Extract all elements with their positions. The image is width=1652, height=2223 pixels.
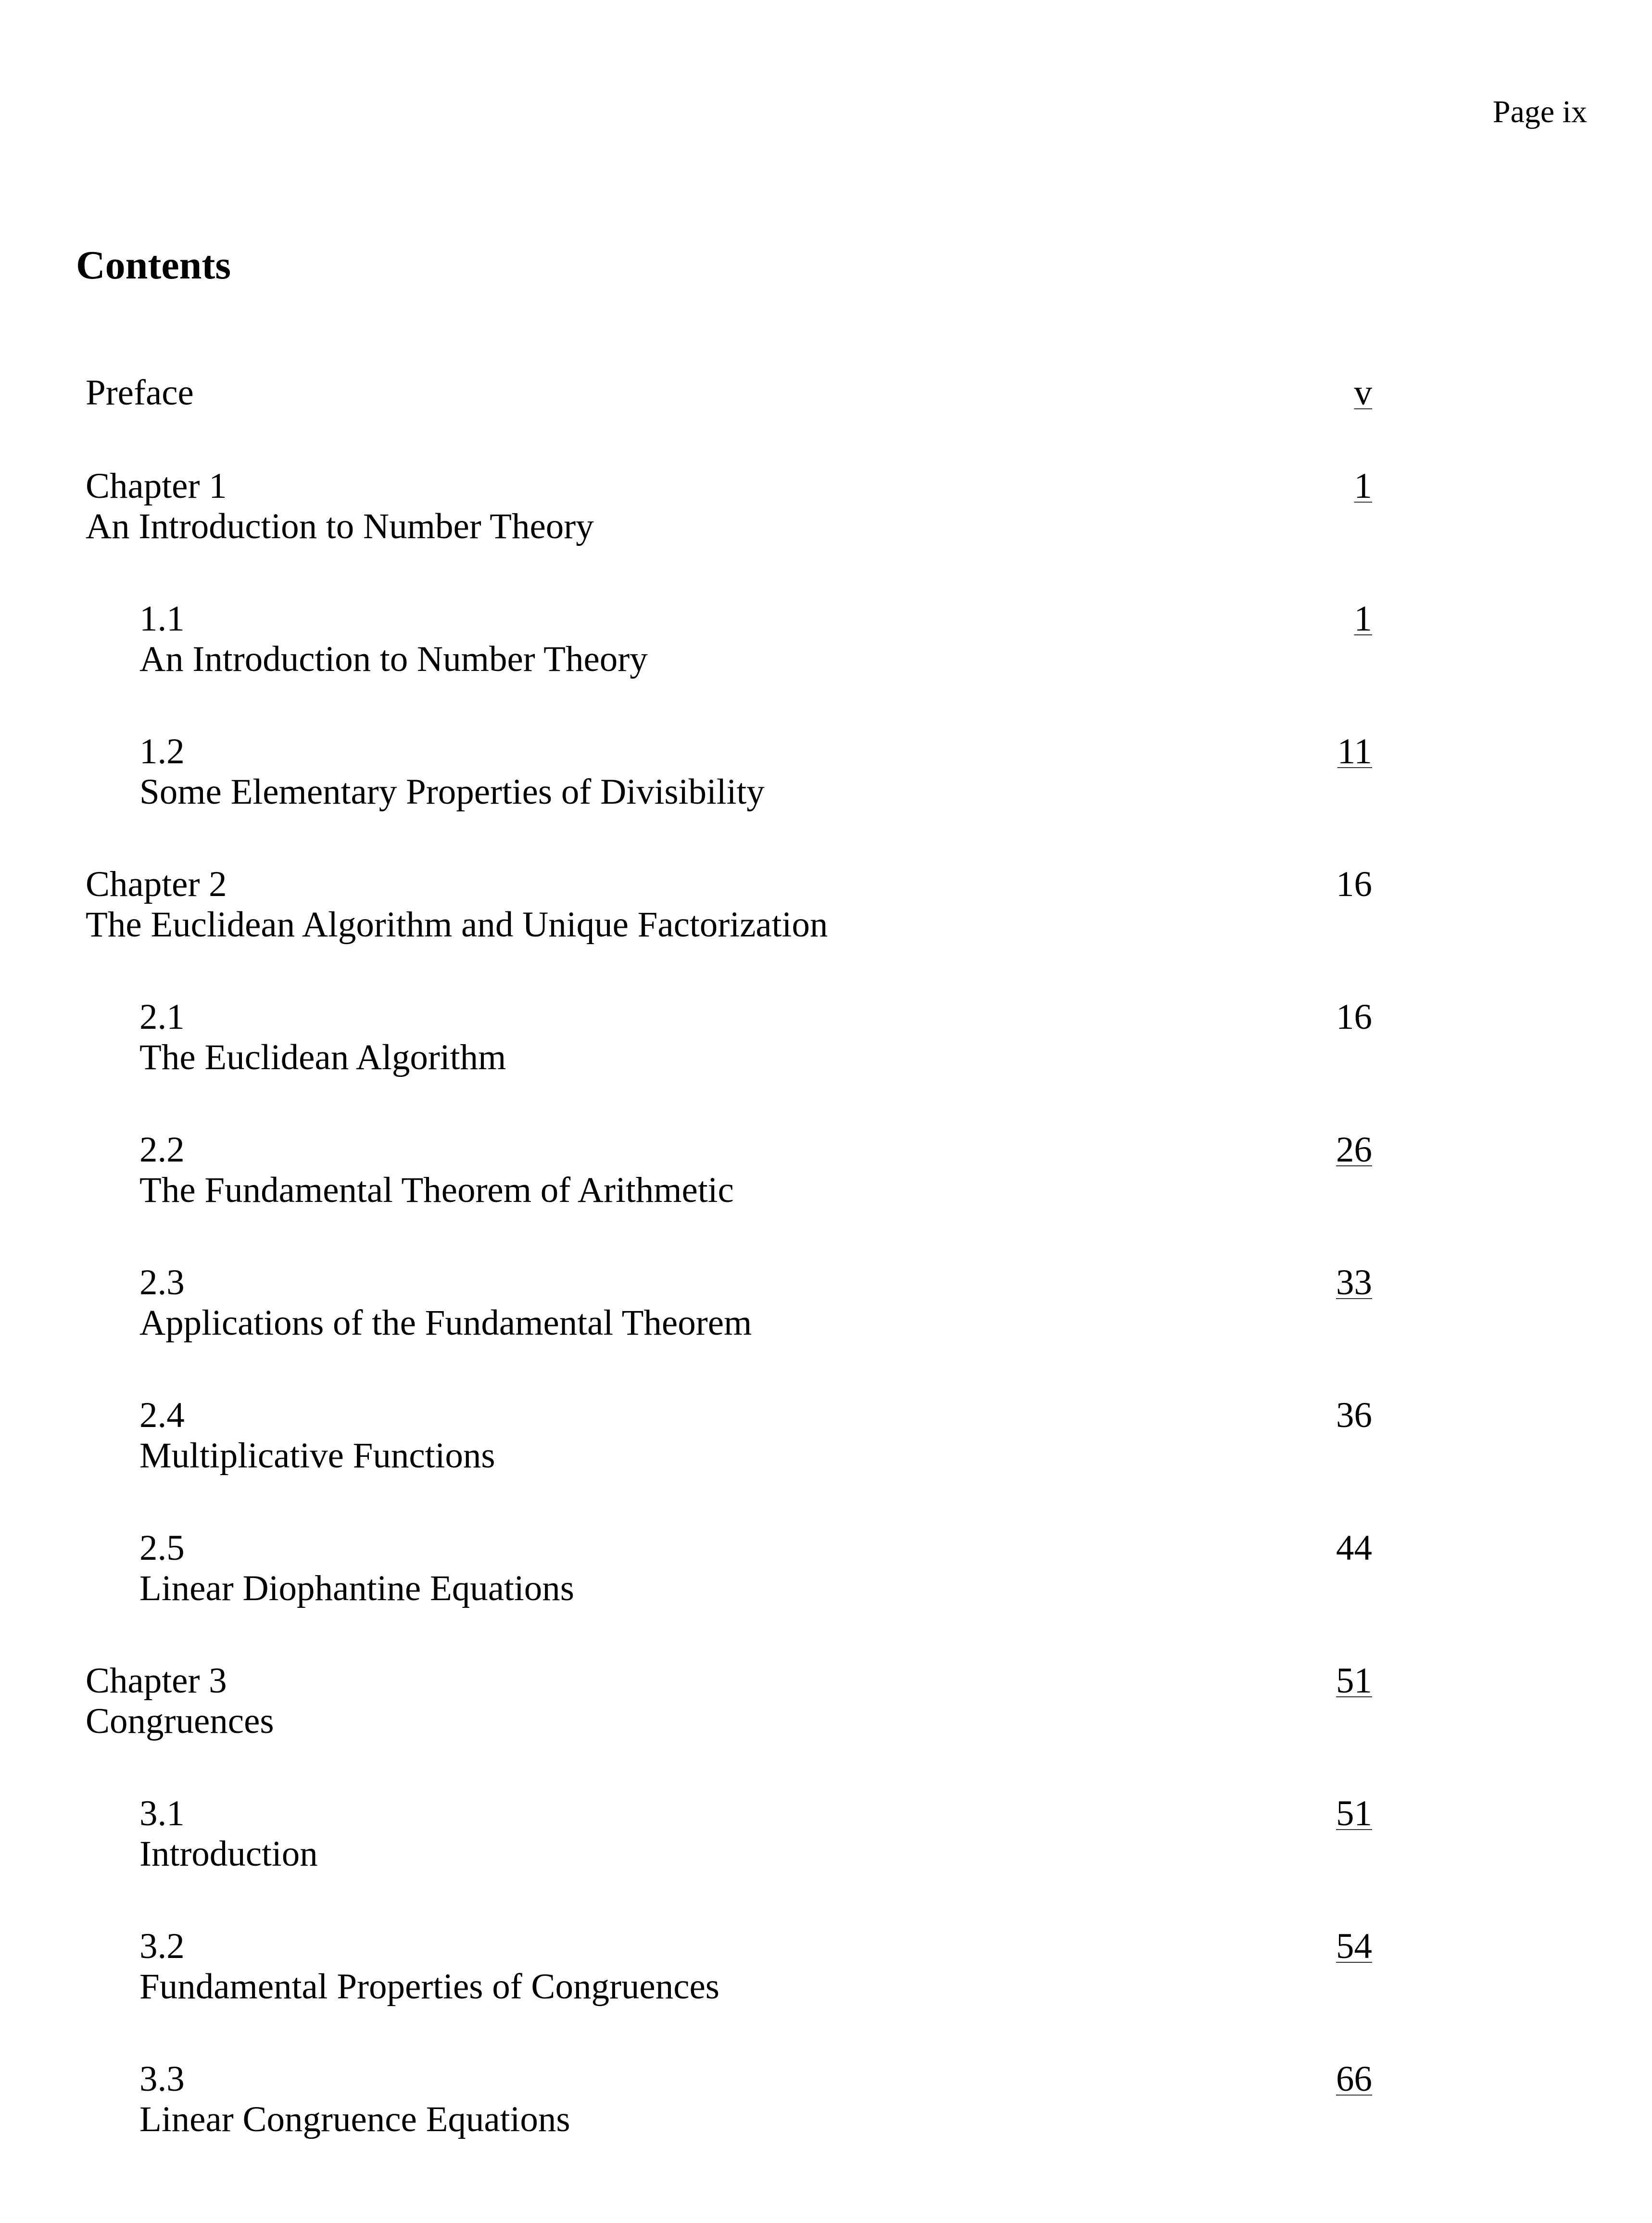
toc-entry-section-3-3[interactable] (86, 2059, 1372, 2140)
toc-entry-title: Fundamental Properties of Congruences (139, 1967, 719, 2007)
toc-entry-section-3-2[interactable] (86, 1926, 1372, 2007)
toc-entry-section-1-1[interactable] (86, 599, 1372, 680)
toc-entry-label: Chapter 2 (86, 864, 227, 904)
toc-entry-title: Multiplicative Functions (139, 1436, 495, 1476)
toc-entry-label: 3.2 (139, 1926, 185, 1966)
toc-page-link[interactable]: 11 (1337, 732, 1372, 771)
toc-page-number: 36 (1336, 1395, 1372, 1435)
page-title: Contents (76, 243, 231, 288)
toc-entry-label: 2.2 (139, 1130, 185, 1170)
toc-entry-label: 2.4 (139, 1395, 185, 1435)
toc-entry-title: The Fundamental Theorem of Arithmetic (139, 1170, 734, 1210)
toc-page-link[interactable]: 66 (1336, 2059, 1372, 2099)
toc-entry-title: An Introduction to Number Theory (86, 506, 594, 546)
toc-entry-title: The Euclidean Algorithm and Unique Factorization (86, 905, 828, 945)
toc-entry-title: Congruences (86, 1701, 274, 1741)
toc-entry-label: 3.1 (139, 1794, 185, 1833)
toc-entry-label: Chapter 1 (86, 466, 227, 506)
toc-entry-section-2-4[interactable] (86, 1395, 1372, 1476)
page-number: Page ix (1492, 94, 1587, 129)
toc-entry-title: Linear Congruence Equations (139, 2099, 570, 2139)
toc-entry-label: Preface (86, 373, 194, 413)
toc-entry-title: Linear Diophantine Equations (139, 1568, 574, 1608)
toc-page-number: 16 (1336, 997, 1372, 1037)
toc-entry-title: Some Elementary Properties of Divisibility (139, 772, 765, 812)
toc-page-link[interactable]: v (1354, 373, 1372, 413)
toc-page-link[interactable]: 1 (1354, 599, 1372, 639)
toc-entry-chapter-1[interactable] (86, 466, 1372, 547)
toc-entry-title: Introduction (139, 1834, 318, 1874)
toc-entry-label: 1.1 (139, 599, 185, 639)
toc-entry-label: 2.1 (139, 997, 185, 1037)
toc-page-link[interactable]: 33 (1336, 1263, 1372, 1302)
toc-entry-section-2-5[interactable] (86, 1528, 1372, 1609)
table-of-contents (86, 373, 1372, 2139)
toc-page-link[interactable]: 51 (1336, 1661, 1372, 1701)
toc-entry-label: 3.3 (139, 2059, 185, 2099)
toc-entry-label: 1.2 (139, 732, 185, 771)
toc-entry-preface[interactable] (86, 373, 1372, 413)
toc-page-link[interactable]: 26 (1336, 1130, 1372, 1170)
toc-entry-section-2-3[interactable] (86, 1263, 1372, 1343)
toc-entry-section-2-1[interactable] (86, 997, 1372, 1078)
toc-page-link[interactable]: 54 (1336, 1926, 1372, 1966)
toc-page-number: 16 (1336, 864, 1372, 904)
toc-entry-label: 2.3 (139, 1263, 185, 1302)
toc-entry-label: Chapter 3 (86, 1661, 227, 1701)
toc-entry-section-1-2[interactable] (86, 732, 1372, 812)
toc-page-link[interactable]: 51 (1336, 1794, 1372, 1833)
toc-entry-title: Applications of the Fundamental Theorem (139, 1303, 752, 1343)
toc-entry-title: An Introduction to Number Theory (139, 639, 648, 679)
toc-page-link[interactable]: 1 (1354, 466, 1372, 506)
toc-entry-section-3-1[interactable] (86, 1794, 1372, 1874)
toc-entry-chapter-2[interactable] (86, 864, 1372, 945)
toc-entry-section-2-2[interactable] (86, 1130, 1372, 1211)
toc-entry-title: The Euclidean Algorithm (139, 1037, 506, 1077)
toc-entry-label: 2.5 (139, 1528, 185, 1568)
toc-entry-chapter-3[interactable] (86, 1661, 1372, 1742)
toc-page-number: 44 (1336, 1528, 1372, 1568)
